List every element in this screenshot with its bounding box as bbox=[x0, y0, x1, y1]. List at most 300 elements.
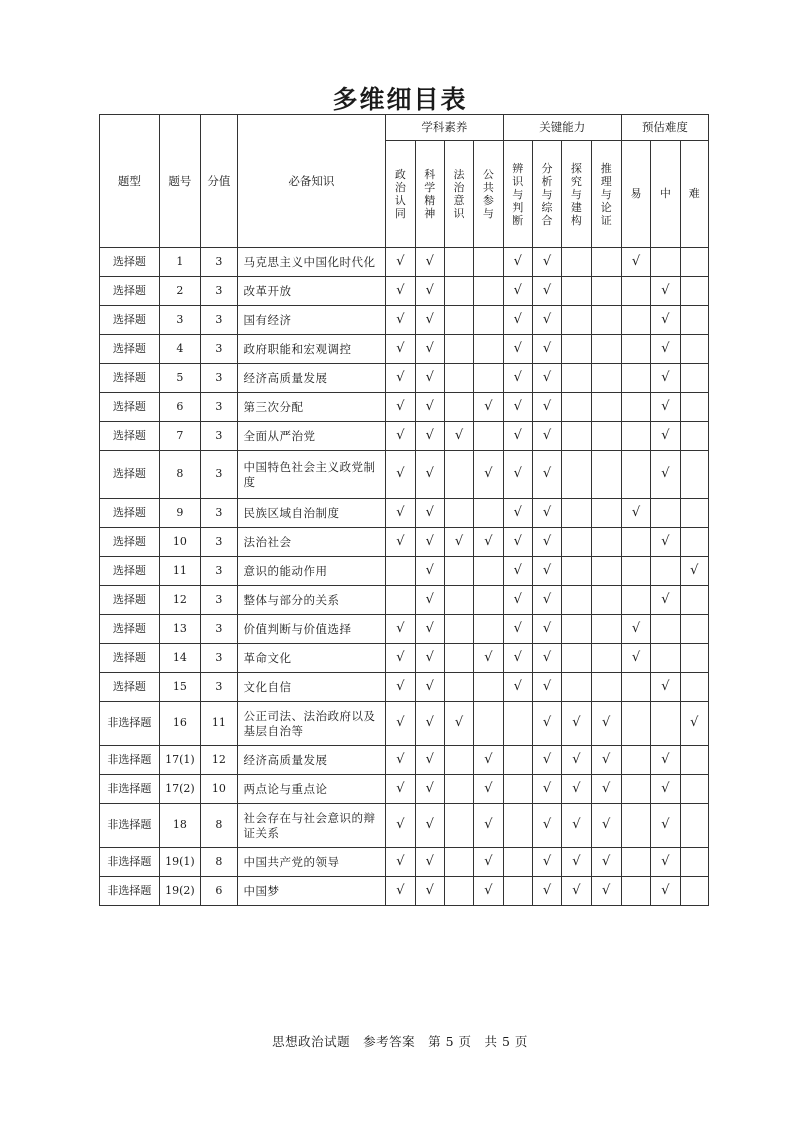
mark-cell-5: √ bbox=[532, 277, 561, 306]
mark-cell-4 bbox=[503, 804, 532, 848]
mark-cell-10 bbox=[680, 775, 708, 804]
mark-cell-6: √ bbox=[562, 877, 591, 906]
mark-cell-0: √ bbox=[386, 248, 415, 277]
row-type: 非选择题 bbox=[100, 804, 160, 848]
mark-cell-10 bbox=[680, 248, 708, 277]
mark-cell-0: √ bbox=[386, 528, 415, 557]
header-sub-9: 中 bbox=[651, 141, 680, 248]
mark-cell-4: √ bbox=[503, 277, 532, 306]
table-row bbox=[100, 848, 709, 877]
row-score: 12 bbox=[201, 746, 237, 775]
row-score: 3 bbox=[201, 644, 237, 673]
page-footer: 思想政治试题 参考答案 第 5 页 共 5 页 bbox=[272, 1034, 528, 1049]
mark-cell-4: √ bbox=[503, 364, 532, 393]
row-number: 17(1) bbox=[159, 746, 200, 775]
mark-cell-7 bbox=[591, 451, 621, 499]
mark-cell-6 bbox=[562, 277, 591, 306]
mark-cell-10 bbox=[680, 804, 708, 848]
mark-cell-3: √ bbox=[474, 848, 503, 877]
table-row bbox=[100, 644, 709, 673]
row-type: 非选择题 bbox=[100, 877, 160, 906]
mark-cell-8 bbox=[621, 746, 650, 775]
row-type: 选择题 bbox=[100, 335, 160, 364]
mark-cell-4: √ bbox=[503, 393, 532, 422]
mark-cell-2 bbox=[444, 499, 473, 528]
row-score: 3 bbox=[201, 557, 237, 586]
mark-cell-6 bbox=[562, 248, 591, 277]
row-type: 选择题 bbox=[100, 615, 160, 644]
mark-cell-6 bbox=[562, 557, 591, 586]
row-knowledge: 改革开放 bbox=[237, 277, 386, 306]
row-knowledge: 两点论与重点论 bbox=[237, 775, 386, 804]
row-number: 6 bbox=[159, 393, 200, 422]
table-row bbox=[100, 422, 709, 451]
row-score: 6 bbox=[201, 877, 237, 906]
mark-cell-3 bbox=[474, 499, 503, 528]
mark-cell-0: √ bbox=[386, 673, 415, 702]
mark-cell-2 bbox=[444, 877, 473, 906]
mark-cell-5: √ bbox=[532, 673, 561, 702]
mark-cell-9 bbox=[651, 248, 680, 277]
mark-cell-5: √ bbox=[532, 775, 561, 804]
mark-cell-9: √ bbox=[651, 877, 680, 906]
row-number: 13 bbox=[159, 615, 200, 644]
row-knowledge: 国有经济 bbox=[237, 306, 386, 335]
table-row bbox=[100, 451, 709, 499]
mark-cell-8: √ bbox=[621, 499, 650, 528]
row-knowledge: 政府职能和宏观调控 bbox=[237, 335, 386, 364]
header-knowledge: 必备知识 bbox=[237, 115, 386, 248]
mark-cell-6: √ bbox=[562, 775, 591, 804]
mark-cell-6 bbox=[562, 364, 591, 393]
mark-cell-3 bbox=[474, 586, 503, 615]
mark-cell-4: √ bbox=[503, 248, 532, 277]
header-sub-2: 法 治 意 识 bbox=[444, 141, 473, 248]
page-title: 多维细目表 bbox=[332, 85, 468, 114]
row-score: 3 bbox=[201, 528, 237, 557]
table-row bbox=[100, 702, 709, 746]
row-number: 4 bbox=[159, 335, 200, 364]
mark-cell-2 bbox=[444, 644, 473, 673]
mark-cell-1: √ bbox=[415, 528, 444, 557]
row-type: 选择题 bbox=[100, 248, 160, 277]
mark-cell-7 bbox=[591, 248, 621, 277]
mark-cell-5: √ bbox=[532, 804, 561, 848]
mark-cell-2 bbox=[444, 248, 473, 277]
table-row bbox=[100, 364, 709, 393]
row-type: 选择题 bbox=[100, 364, 160, 393]
row-number: 18 bbox=[159, 804, 200, 848]
row-number: 2 bbox=[159, 277, 200, 306]
mark-cell-4: √ bbox=[503, 557, 532, 586]
mark-cell-6: √ bbox=[562, 848, 591, 877]
mark-cell-4: √ bbox=[503, 451, 532, 499]
row-score: 11 bbox=[201, 702, 237, 746]
mark-cell-8 bbox=[621, 848, 650, 877]
row-score: 8 bbox=[201, 848, 237, 877]
mark-cell-7 bbox=[591, 422, 621, 451]
table-row bbox=[100, 306, 709, 335]
mark-cell-2 bbox=[444, 335, 473, 364]
mark-cell-8 bbox=[621, 393, 650, 422]
mark-cell-9 bbox=[651, 644, 680, 673]
mark-cell-0: √ bbox=[386, 775, 415, 804]
mark-cell-5: √ bbox=[532, 746, 561, 775]
header-score: 分值 bbox=[201, 115, 237, 248]
row-score: 3 bbox=[201, 248, 237, 277]
mark-cell-10 bbox=[680, 335, 708, 364]
mark-cell-1: √ bbox=[415, 615, 444, 644]
row-score: 8 bbox=[201, 804, 237, 848]
mark-cell-0: √ bbox=[386, 702, 415, 746]
mark-cell-4: √ bbox=[503, 615, 532, 644]
row-number: 12 bbox=[159, 586, 200, 615]
mark-cell-7: √ bbox=[591, 848, 621, 877]
mark-cell-1: √ bbox=[415, 586, 444, 615]
mark-cell-7: √ bbox=[591, 804, 621, 848]
mark-cell-7: √ bbox=[591, 746, 621, 775]
header-sub-7: 推 理 与 论 证 bbox=[591, 141, 621, 248]
mark-cell-3: √ bbox=[474, 451, 503, 499]
mark-cell-0: √ bbox=[386, 615, 415, 644]
mark-cell-10 bbox=[680, 422, 708, 451]
row-knowledge: 意识的能动作用 bbox=[237, 557, 386, 586]
mark-cell-1: √ bbox=[415, 775, 444, 804]
mark-cell-10: √ bbox=[680, 557, 708, 586]
row-knowledge: 中国共产党的领导 bbox=[237, 848, 386, 877]
mark-cell-9: √ bbox=[651, 746, 680, 775]
mark-cell-6 bbox=[562, 644, 591, 673]
row-score: 3 bbox=[201, 499, 237, 528]
header-sub-3: 公 共 参 与 bbox=[474, 141, 503, 248]
mark-cell-4 bbox=[503, 746, 532, 775]
row-number: 16 bbox=[159, 702, 200, 746]
mark-cell-3: √ bbox=[474, 775, 503, 804]
header-group-ability: 关键能力 bbox=[503, 115, 621, 141]
mark-cell-1: √ bbox=[415, 499, 444, 528]
row-score: 3 bbox=[201, 451, 237, 499]
mark-cell-3 bbox=[474, 364, 503, 393]
mark-cell-5: √ bbox=[532, 528, 561, 557]
mark-cell-2 bbox=[444, 557, 473, 586]
row-knowledge: 社会存在与社会意识的辩证关系 bbox=[237, 804, 386, 848]
mark-cell-5: √ bbox=[532, 335, 561, 364]
mark-cell-3 bbox=[474, 702, 503, 746]
mark-cell-4: √ bbox=[503, 644, 532, 673]
row-score: 10 bbox=[201, 775, 237, 804]
mark-cell-1: √ bbox=[415, 644, 444, 673]
row-number: 19(2) bbox=[159, 877, 200, 906]
mark-cell-10 bbox=[680, 877, 708, 906]
mark-cell-0 bbox=[386, 586, 415, 615]
table-row bbox=[100, 335, 709, 364]
mark-cell-9: √ bbox=[651, 277, 680, 306]
mark-cell-3 bbox=[474, 335, 503, 364]
row-score: 3 bbox=[201, 673, 237, 702]
mark-cell-10 bbox=[680, 451, 708, 499]
mark-cell-5: √ bbox=[532, 393, 561, 422]
mark-cell-9: √ bbox=[651, 804, 680, 848]
mark-cell-7: √ bbox=[591, 775, 621, 804]
table-row bbox=[100, 393, 709, 422]
row-type: 选择题 bbox=[100, 277, 160, 306]
row-knowledge: 经济高质量发展 bbox=[237, 746, 386, 775]
mark-cell-5: √ bbox=[532, 586, 561, 615]
header-sub-1: 科 学 精 神 bbox=[415, 141, 444, 248]
mark-cell-5: √ bbox=[532, 702, 561, 746]
mark-cell-9: √ bbox=[651, 393, 680, 422]
mark-cell-7 bbox=[591, 528, 621, 557]
mark-cell-5: √ bbox=[532, 848, 561, 877]
mark-cell-10 bbox=[680, 848, 708, 877]
mark-cell-4: √ bbox=[503, 586, 532, 615]
header-group-literacy: 学科素养 bbox=[386, 115, 503, 141]
mark-cell-8 bbox=[621, 673, 650, 702]
mark-cell-3 bbox=[474, 306, 503, 335]
mark-cell-9: √ bbox=[651, 335, 680, 364]
mark-cell-8 bbox=[621, 557, 650, 586]
row-knowledge: 公正司法、法治政府以及基层自治等 bbox=[237, 702, 386, 746]
mark-cell-2 bbox=[444, 775, 473, 804]
mark-cell-6 bbox=[562, 586, 591, 615]
mark-cell-2 bbox=[444, 306, 473, 335]
mark-cell-8: √ bbox=[621, 615, 650, 644]
table-row bbox=[100, 877, 709, 906]
header-sub-8: 易 bbox=[621, 141, 650, 248]
row-number: 8 bbox=[159, 451, 200, 499]
mark-cell-9: √ bbox=[651, 364, 680, 393]
row-score: 3 bbox=[201, 277, 237, 306]
specification-table bbox=[99, 114, 709, 906]
mark-cell-0: √ bbox=[386, 499, 415, 528]
mark-cell-3: √ bbox=[474, 528, 503, 557]
row-type: 非选择题 bbox=[100, 702, 160, 746]
mark-cell-8 bbox=[621, 277, 650, 306]
mark-cell-1: √ bbox=[415, 746, 444, 775]
mark-cell-10 bbox=[680, 393, 708, 422]
row-number: 7 bbox=[159, 422, 200, 451]
row-score: 3 bbox=[201, 615, 237, 644]
row-score: 3 bbox=[201, 393, 237, 422]
mark-cell-4: √ bbox=[503, 528, 532, 557]
mark-cell-9: √ bbox=[651, 775, 680, 804]
mark-cell-10 bbox=[680, 306, 708, 335]
row-knowledge: 中国梦 bbox=[237, 877, 386, 906]
mark-cell-8 bbox=[621, 775, 650, 804]
mark-cell-3: √ bbox=[474, 393, 503, 422]
mark-cell-1: √ bbox=[415, 673, 444, 702]
row-type: 非选择题 bbox=[100, 746, 160, 775]
row-knowledge: 中国特色社会主义政党制度 bbox=[237, 451, 386, 499]
mark-cell-7 bbox=[591, 306, 621, 335]
mark-cell-1: √ bbox=[415, 804, 444, 848]
mark-cell-3: √ bbox=[474, 804, 503, 848]
mark-cell-0: √ bbox=[386, 804, 415, 848]
mark-cell-7 bbox=[591, 364, 621, 393]
mark-cell-2 bbox=[444, 804, 473, 848]
mark-cell-9: √ bbox=[651, 673, 680, 702]
row-number: 19(1) bbox=[159, 848, 200, 877]
mark-cell-0: √ bbox=[386, 306, 415, 335]
mark-cell-0: √ bbox=[386, 364, 415, 393]
mark-cell-0: √ bbox=[386, 746, 415, 775]
row-number: 3 bbox=[159, 306, 200, 335]
mark-cell-3 bbox=[474, 557, 503, 586]
row-score: 3 bbox=[201, 335, 237, 364]
mark-cell-1: √ bbox=[415, 877, 444, 906]
row-type: 选择题 bbox=[100, 557, 160, 586]
header-sub-0: 政 治 认 同 bbox=[386, 141, 415, 248]
row-type: 选择题 bbox=[100, 306, 160, 335]
mark-cell-4 bbox=[503, 775, 532, 804]
mark-cell-4: √ bbox=[503, 499, 532, 528]
table-row bbox=[100, 673, 709, 702]
mark-cell-2 bbox=[444, 451, 473, 499]
mark-cell-5: √ bbox=[532, 499, 561, 528]
mark-cell-6: √ bbox=[562, 702, 591, 746]
mark-cell-9: √ bbox=[651, 422, 680, 451]
row-knowledge: 文化自信 bbox=[237, 673, 386, 702]
header-number: 题号 bbox=[159, 115, 200, 248]
mark-cell-4: √ bbox=[503, 422, 532, 451]
mark-cell-7 bbox=[591, 615, 621, 644]
mark-cell-0: √ bbox=[386, 277, 415, 306]
header-sub-5: 分 析 与 综 合 bbox=[532, 141, 561, 248]
mark-cell-8: √ bbox=[621, 248, 650, 277]
mark-cell-2 bbox=[444, 615, 473, 644]
row-type: 选择题 bbox=[100, 528, 160, 557]
mark-cell-6 bbox=[562, 499, 591, 528]
mark-cell-6 bbox=[562, 528, 591, 557]
mark-cell-0: √ bbox=[386, 335, 415, 364]
mark-cell-6 bbox=[562, 451, 591, 499]
mark-cell-4: √ bbox=[503, 306, 532, 335]
row-type: 选择题 bbox=[100, 673, 160, 702]
mark-cell-7 bbox=[591, 277, 621, 306]
header-sub-4: 辨 识 与 判 断 bbox=[503, 141, 532, 248]
mark-cell-1: √ bbox=[415, 364, 444, 393]
mark-cell-1: √ bbox=[415, 848, 444, 877]
mark-cell-10 bbox=[680, 746, 708, 775]
table-row bbox=[100, 746, 709, 775]
mark-cell-1: √ bbox=[415, 248, 444, 277]
mark-cell-2 bbox=[444, 364, 473, 393]
row-knowledge: 法治社会 bbox=[237, 528, 386, 557]
mark-cell-7 bbox=[591, 557, 621, 586]
mark-cell-8 bbox=[621, 804, 650, 848]
row-score: 3 bbox=[201, 586, 237, 615]
mark-cell-1: √ bbox=[415, 702, 444, 746]
row-number: 10 bbox=[159, 528, 200, 557]
row-type: 选择题 bbox=[100, 644, 160, 673]
row-knowledge: 价值判断与价值选择 bbox=[237, 615, 386, 644]
mark-cell-2 bbox=[444, 673, 473, 702]
mark-cell-5: √ bbox=[532, 364, 561, 393]
mark-cell-7 bbox=[591, 499, 621, 528]
mark-cell-7 bbox=[591, 335, 621, 364]
mark-cell-4 bbox=[503, 848, 532, 877]
mark-cell-8 bbox=[621, 335, 650, 364]
mark-cell-4 bbox=[503, 702, 532, 746]
mark-cell-0: √ bbox=[386, 422, 415, 451]
header-sub-6: 探 究 与 建 构 bbox=[562, 141, 591, 248]
mark-cell-9: √ bbox=[651, 451, 680, 499]
mark-cell-3 bbox=[474, 277, 503, 306]
mark-cell-6 bbox=[562, 335, 591, 364]
mark-cell-1: √ bbox=[415, 422, 444, 451]
mark-cell-6 bbox=[562, 615, 591, 644]
mark-cell-2 bbox=[444, 848, 473, 877]
mark-cell-9 bbox=[651, 702, 680, 746]
mark-cell-6 bbox=[562, 422, 591, 451]
mark-cell-8 bbox=[621, 877, 650, 906]
table-row bbox=[100, 586, 709, 615]
mark-cell-2 bbox=[444, 277, 473, 306]
row-knowledge: 革命文化 bbox=[237, 644, 386, 673]
row-knowledge: 马克思主义中国化时代化 bbox=[237, 248, 386, 277]
row-type: 选择题 bbox=[100, 422, 160, 451]
mark-cell-2 bbox=[444, 746, 473, 775]
mark-cell-3: √ bbox=[474, 644, 503, 673]
mark-cell-8 bbox=[621, 364, 650, 393]
mark-cell-8 bbox=[621, 528, 650, 557]
mark-cell-9: √ bbox=[651, 848, 680, 877]
row-knowledge: 第三次分配 bbox=[237, 393, 386, 422]
mark-cell-7: √ bbox=[591, 702, 621, 746]
mark-cell-4 bbox=[503, 877, 532, 906]
mark-cell-6: √ bbox=[562, 804, 591, 848]
row-number: 1 bbox=[159, 248, 200, 277]
mark-cell-3 bbox=[474, 422, 503, 451]
mark-cell-8 bbox=[621, 586, 650, 615]
row-number: 14 bbox=[159, 644, 200, 673]
mark-cell-10 bbox=[680, 644, 708, 673]
mark-cell-1: √ bbox=[415, 393, 444, 422]
mark-cell-1: √ bbox=[415, 557, 444, 586]
row-number: 11 bbox=[159, 557, 200, 586]
mark-cell-9 bbox=[651, 615, 680, 644]
mark-cell-10 bbox=[680, 364, 708, 393]
mark-cell-5: √ bbox=[532, 644, 561, 673]
mark-cell-10 bbox=[680, 528, 708, 557]
mark-cell-4: √ bbox=[503, 335, 532, 364]
mark-cell-8 bbox=[621, 702, 650, 746]
mark-cell-9: √ bbox=[651, 586, 680, 615]
table-row bbox=[100, 557, 709, 586]
mark-cell-3 bbox=[474, 673, 503, 702]
mark-cell-1: √ bbox=[415, 277, 444, 306]
mark-cell-7 bbox=[591, 673, 621, 702]
mark-cell-9 bbox=[651, 557, 680, 586]
mark-cell-5: √ bbox=[532, 306, 561, 335]
mark-cell-0: √ bbox=[386, 644, 415, 673]
mark-cell-6 bbox=[562, 393, 591, 422]
header-sub-10: 难 bbox=[680, 141, 708, 248]
mark-cell-8 bbox=[621, 306, 650, 335]
table-row bbox=[100, 615, 709, 644]
row-type: 选择题 bbox=[100, 393, 160, 422]
mark-cell-2: √ bbox=[444, 528, 473, 557]
row-type: 非选择题 bbox=[100, 848, 160, 877]
row-score: 3 bbox=[201, 306, 237, 335]
mark-cell-7 bbox=[591, 586, 621, 615]
mark-cell-10 bbox=[680, 673, 708, 702]
row-knowledge: 整体与部分的关系 bbox=[237, 586, 386, 615]
table-row bbox=[100, 775, 709, 804]
mark-cell-7 bbox=[591, 644, 621, 673]
table-row bbox=[100, 528, 709, 557]
mark-cell-0: √ bbox=[386, 451, 415, 499]
